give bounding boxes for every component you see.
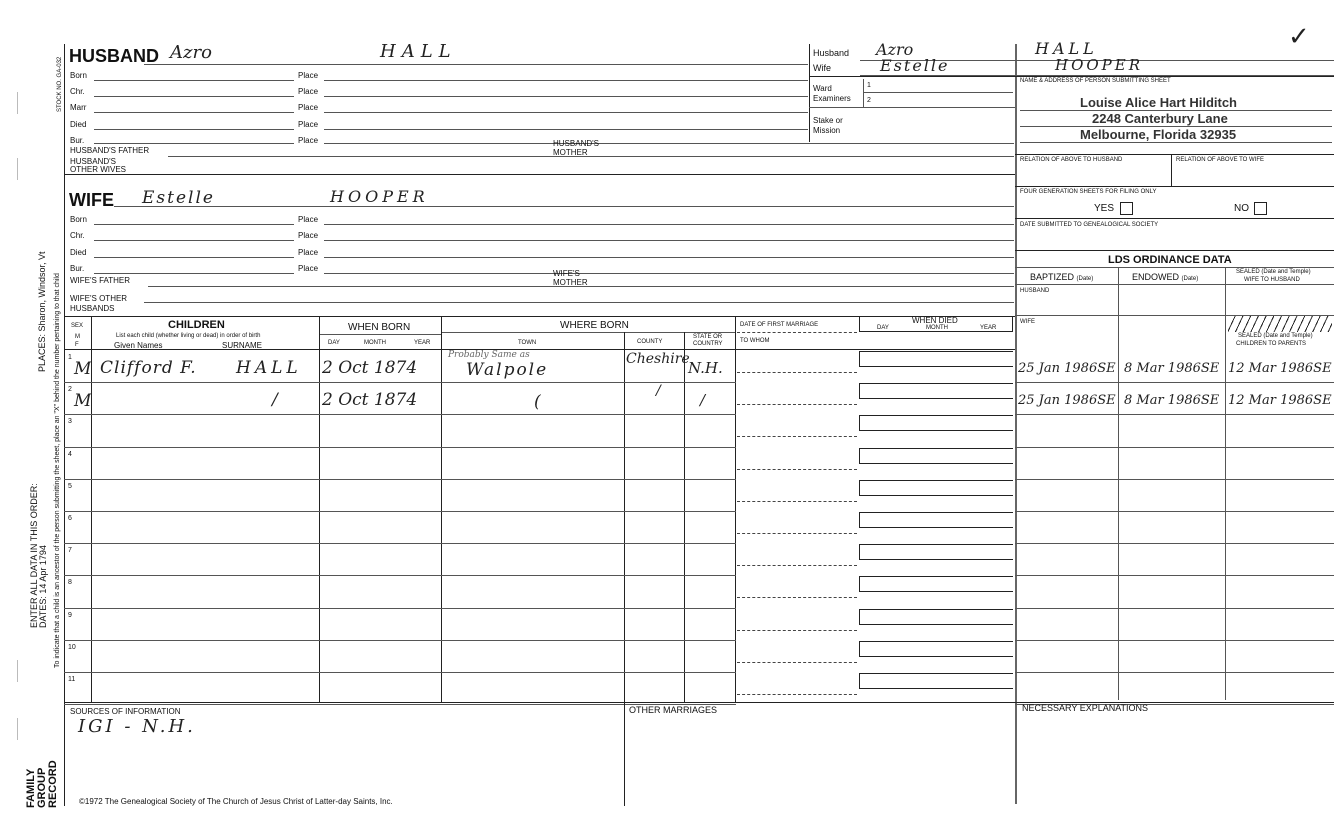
punch-hole-mark	[17, 158, 18, 180]
child-died-box	[859, 383, 1013, 399]
necessary-explanations-label: NECESSARY EXPLANATIONS	[1022, 703, 1149, 713]
child-row-line	[64, 511, 736, 512]
husband-bur-place-label: Place	[298, 136, 319, 145]
to-whom-header: TO WHOM	[740, 338, 770, 344]
child-marriage-dash	[737, 662, 857, 663]
child-row-line	[64, 608, 736, 609]
wife-name-line	[114, 206, 1014, 207]
child-died-box	[859, 641, 1013, 657]
child-baptized: 25 Jan 1986SE	[1018, 393, 1116, 409]
wife-other-husbands-line	[144, 302, 1014, 303]
when-died-box	[859, 316, 1013, 332]
examiner-2-line	[809, 107, 1015, 108]
sources-value: IGI - N.H.	[78, 716, 196, 737]
summary-left-border	[809, 44, 810, 142]
lds-row-line	[1015, 575, 1334, 576]
husband-marr-place-line	[324, 112, 808, 113]
lds-header-bottom	[1015, 284, 1334, 285]
husband-mother-label-2: MOTHER	[553, 148, 588, 157]
lds-husband-label: HUSBAND	[1020, 288, 1050, 294]
children-subheader: List each child (whether living or dead) in order of birth	[116, 333, 261, 339]
summary-husband-surname: HALL	[1035, 39, 1098, 58]
lds-endowed-label: ENDOWED (Date)	[1132, 272, 1199, 282]
wife-died-label: Died	[70, 248, 87, 257]
child-row-number: 6	[68, 515, 72, 522]
husband-surname: HALL	[380, 41, 457, 62]
husband-bur-label: Bur.	[70, 136, 85, 145]
stock-number: STOCK NO. GA-032	[57, 56, 63, 112]
child-endowed: 8 Mar 1986SE	[1124, 393, 1220, 409]
state-header-2: COUNTRY	[693, 341, 723, 347]
copyright-notice: ©1972 The Genealogical Society of The Church of Jesus Christ of Latter-day Saints, Inc.	[79, 797, 393, 806]
husband-chr-label: Chr.	[70, 87, 85, 96]
ancestor-indicator-note: To indicate that a child is an ancestor of the person submitting the sheet, place an "X" behind the number pertaining to that child	[54, 273, 61, 668]
child-marriage-dash	[737, 404, 857, 405]
husband-given-name: Azro	[170, 42, 212, 63]
child-row-line	[64, 543, 736, 544]
child-marriage-dash	[737, 630, 857, 631]
wife-born-place-label: Place	[298, 215, 319, 224]
state-header-1: STATE OR	[693, 334, 723, 340]
lds-row-line	[1015, 608, 1334, 609]
lds-title-bottom	[1015, 267, 1334, 268]
enter-order-note: ENTER ALL DATA IN THIS ORDER:	[29, 483, 39, 628]
husband-marr-date-line	[94, 112, 294, 113]
county-header: COUNTY	[637, 339, 663, 345]
lds-col-1	[1118, 267, 1119, 700]
lds-col-2	[1225, 267, 1226, 700]
summary-husband-given: Azro	[876, 40, 914, 59]
where-born-sub-line	[441, 332, 735, 333]
lds-row-line	[1015, 511, 1334, 512]
child-marriage-dash	[737, 372, 857, 373]
child-row-line	[64, 382, 736, 383]
first-marriage-header: DATE OF FIRST MARRIAGE	[740, 322, 819, 328]
child-marriage-dash	[737, 436, 857, 437]
child-row-line	[64, 479, 736, 480]
other-marriages-divider	[624, 702, 625, 806]
examiners-label: Examiners	[813, 94, 851, 103]
child-marriage-dash	[737, 694, 857, 695]
child-given-name: Clifford F.	[100, 358, 197, 378]
summary-name-bottom	[809, 76, 1334, 77]
when-died-header: WHEN DIED	[912, 316, 958, 325]
examiner-1-line	[863, 92, 1013, 93]
first-marriage-dash	[737, 332, 857, 333]
wife-chr-place-label: Place	[298, 231, 319, 240]
four-gen-label: FOUR GENERATION SHEETS FOR FILING ONLY	[1020, 189, 1157, 195]
wife-father-label: WIFE'S FATHER	[70, 276, 131, 285]
punch-hole-mark	[17, 660, 18, 682]
punch-hole-mark	[17, 718, 18, 740]
husband-born-date-line	[94, 80, 294, 81]
col-name	[319, 316, 320, 702]
child-sex: M	[74, 391, 92, 412]
submitter-bottom	[1015, 154, 1334, 155]
other-marriages-label: OTHER MARRIAGES	[629, 705, 718, 715]
child-died-box	[859, 544, 1013, 560]
wife-given-name: Estelle	[142, 188, 215, 208]
wife-mother-label-1: WIFE'S	[553, 269, 580, 278]
col-town	[624, 332, 625, 702]
lds-sealed-cp-2: CHILDREN TO PARENTS	[1236, 341, 1307, 347]
husband-mother-label-1: HUSBAND'S	[553, 139, 599, 148]
lds-row-line	[1015, 672, 1334, 673]
child-died-box	[859, 576, 1013, 592]
lds-title: LDS ORDINANCE DATA	[1108, 254, 1232, 266]
child-died-box	[859, 448, 1013, 464]
lds-sealed-cp-1: SEALED (Date and Temple)	[1238, 333, 1313, 339]
child-row-number: 5	[68, 482, 72, 490]
examiners-divider	[863, 79, 864, 107]
wife-bur-date-line	[94, 273, 294, 274]
surname-header: SURNAME	[222, 341, 263, 350]
husband-died-date-line	[94, 129, 294, 130]
wife-parents-line	[148, 286, 1014, 287]
children-header-bottom	[64, 349, 1015, 350]
submitter-street: 2248 Canterbury Lane	[1092, 111, 1228, 126]
child-row-number: 11	[68, 676, 76, 683]
family-group-record-title: FAMILY GROUP RECORD	[25, 760, 59, 808]
husband-bur-date-line	[94, 143, 294, 144]
children-header: CHILDREN	[168, 319, 225, 331]
born-year-header: YEAR	[414, 340, 431, 346]
child-surname: /	[272, 390, 282, 411]
husband-died-place-line	[324, 129, 808, 130]
husband-chr-place-line	[324, 96, 808, 97]
submitter-line-2	[1020, 126, 1332, 127]
submitter-line-3	[1020, 142, 1332, 143]
child-marriage-dash	[737, 469, 857, 470]
wife-born-date-line	[94, 224, 294, 225]
child-row-line	[64, 640, 736, 641]
husband-marr-label: Marr	[70, 103, 87, 112]
sex-m-header: M	[75, 334, 80, 340]
wife-other-husbands-2: HUSBANDS	[70, 304, 115, 313]
where-born-header: WHERE BORN	[560, 320, 629, 331]
husband-died-label: Died	[70, 120, 87, 129]
child-sex: M	[74, 359, 92, 379]
wife-born-place-line	[324, 224, 1014, 225]
child-row-line	[64, 447, 736, 448]
wife-died-date-line	[94, 257, 294, 258]
husband-other-wives-label-2: OTHER WIVES	[70, 165, 127, 174]
wife-died-place-label: Place	[298, 248, 319, 257]
summary-husband-label: Husband	[813, 48, 850, 58]
relation-wife-label: RELATION OF ABOVE TO WIFE	[1176, 157, 1265, 163]
child-row-number: 9	[68, 611, 72, 619]
husband-chr-date-line	[94, 96, 294, 97]
town-header: TOWN	[518, 340, 537, 346]
child-sealed: 12 Mar 1986SE	[1228, 393, 1332, 409]
wife-born-label: Born	[70, 215, 87, 224]
lds-wife-label: WIFE	[1020, 319, 1035, 325]
dates-example: DATES: 14 Apr 1794	[38, 545, 48, 628]
child-row-number: 2	[68, 386, 72, 394]
child-died-box	[859, 480, 1013, 496]
child-died-box	[859, 415, 1013, 431]
lds-sealed-wh-1: SEALED (Date and Temple)	[1236, 269, 1311, 275]
date-submitted-label: DATE SUBMITTED TO GENEALOGICAL SOCIETY	[1020, 222, 1159, 228]
sex-f-header: F	[75, 342, 79, 348]
wife-surname: HOOPER	[330, 187, 429, 206]
examiner-1-number: 1	[867, 82, 871, 89]
lds-baptized-label: BAPTIZED (Date)	[1030, 272, 1094, 282]
lds-row-line	[1015, 479, 1334, 480]
child-marriage-dash	[737, 533, 857, 534]
lds-row-line	[1015, 382, 1334, 383]
lds-row-line	[1015, 640, 1334, 641]
submitter-line-1	[1020, 110, 1332, 111]
husband-marr-place-label: Place	[298, 103, 319, 112]
born-month-header: MONTH	[364, 340, 386, 346]
col-state	[735, 316, 736, 702]
child-died-box	[859, 609, 1013, 625]
yes-checkbox[interactable]	[1120, 202, 1133, 215]
left-border	[64, 44, 65, 806]
husband-section-bottom	[64, 174, 1015, 175]
wife-chr-date-line	[94, 240, 294, 241]
ward-label: Ward	[813, 84, 832, 93]
child-baptized: 25 Jan 1986SE	[1018, 361, 1116, 376]
wife-chr-place-line	[324, 240, 1014, 241]
submitter-city: Melbourne, Florida 32935	[1080, 127, 1237, 142]
child-row-line	[64, 575, 736, 576]
child-born-date: 2 Oct 1874	[322, 390, 418, 411]
child-surname: HALL	[236, 358, 302, 378]
husband-bur-place-line	[324, 143, 1014, 144]
child-marriage-dash	[737, 565, 857, 566]
husband-chr-place-label: Place	[298, 87, 319, 96]
husband-born-place-label: Place	[298, 71, 319, 80]
child-town-note: Probably Same as	[448, 350, 530, 360]
died-month-header: MONTH	[926, 325, 948, 331]
mission-label: Mission	[813, 126, 841, 135]
sex-header: SEX	[71, 323, 84, 329]
date-submitted-bottom	[1015, 250, 1334, 251]
child-row-number: 4	[68, 450, 72, 458]
child-row-line	[64, 672, 736, 673]
wife-mother-label-2: MOTHER	[553, 278, 588, 287]
no-label: NO	[1234, 203, 1249, 214]
child-row-line	[64, 414, 736, 415]
child-marriage-dash	[737, 597, 857, 598]
child-died-box	[859, 673, 1013, 689]
wife-label: WIFE	[69, 190, 114, 210]
yes-label: YES	[1094, 203, 1115, 214]
when-born-sub-line	[320, 334, 441, 335]
lds-row-line	[1015, 543, 1334, 544]
submitter-label: NAME & ADDRESS OF PERSON SUBMITTING SHEET	[1020, 78, 1171, 84]
child-county: Cheshire	[626, 351, 690, 367]
child-marriage-dash	[737, 501, 857, 502]
husband-born-place-line	[324, 80, 808, 81]
summary-wife-given: Estelle	[880, 56, 950, 75]
child-town: (	[534, 392, 543, 413]
lds-row-line	[1015, 414, 1334, 415]
born-day-header: DAY	[328, 340, 340, 346]
died-year-header: YEAR	[980, 325, 997, 331]
husband-other-wives-label-1: HUSBAND'S	[70, 157, 116, 166]
lds-sealed-wh-2: WIFE TO HUSBAND	[1244, 277, 1300, 283]
died-day-header: DAY	[877, 325, 889, 331]
child-row-number: 8	[68, 579, 72, 587]
child-row-number: 1	[68, 354, 72, 361]
when-born-header: WHEN BORN	[348, 322, 411, 333]
child-endowed: 8 Mar 1986SE	[1124, 361, 1220, 376]
relation-husband-label: RELATION OF ABOVE TO HUSBAND	[1020, 157, 1123, 163]
places-example: PLACES: Sharon, Windsor, Vt	[37, 251, 47, 372]
husband-father-label: HUSBAND'S FATHER	[70, 146, 150, 155]
child-county: /	[656, 383, 661, 400]
examiner-2-number: 2	[867, 97, 871, 104]
husband-born-label: Born	[70, 71, 87, 80]
col-when-born	[441, 316, 442, 702]
stake-label: Stake or	[813, 116, 843, 125]
child-sealed: 12 Mar 1986SE	[1228, 361, 1332, 376]
center-divider	[1015, 44, 1017, 804]
submitter-name: Louise Alice Hart Hilditch	[1080, 95, 1237, 110]
husband-label: HUSBAND	[69, 46, 159, 66]
summary-wife-surname: HOOPER	[1055, 56, 1144, 74]
wife-chr-label: Chr.	[70, 231, 85, 240]
child-died-box	[859, 512, 1013, 528]
child-row-number: 7	[68, 547, 72, 555]
wife-bur-place-line	[324, 273, 1014, 274]
relation-divider	[1171, 154, 1172, 186]
husband-parents-line	[168, 156, 1014, 157]
no-checkbox[interactable]	[1254, 202, 1267, 215]
relation-bottom	[1015, 186, 1334, 187]
wife-other-husbands-1: WIFE'S OTHER	[70, 294, 128, 303]
check-mark-icon: ✓	[1288, 22, 1310, 52]
child-state: /	[700, 391, 706, 410]
lds-row-line	[1015, 447, 1334, 448]
child-state: N.H.	[688, 359, 723, 377]
four-gen-bottom	[1015, 218, 1334, 219]
husband-name-line	[144, 64, 808, 65]
child-born-date: 2 Oct 1874	[322, 358, 418, 378]
child-died-box	[859, 351, 1013, 367]
wife-bur-place-label: Place	[298, 264, 319, 273]
wife-bur-label: Bur.	[70, 264, 85, 273]
wife-died-place-line	[324, 257, 1014, 258]
sources-label: SOURCES OF INFORMATION	[70, 707, 181, 716]
child-town: Walpole	[466, 360, 549, 380]
punch-hole-mark	[17, 92, 18, 114]
husband-died-place-label: Place	[298, 120, 319, 129]
given-names-header: Given Names	[114, 341, 163, 350]
child-row-number: 3	[68, 418, 72, 426]
child-row-number: 10	[68, 643, 76, 651]
summary-wife-label: Wife	[813, 63, 831, 73]
lds-hatched-cell	[1228, 316, 1332, 332]
